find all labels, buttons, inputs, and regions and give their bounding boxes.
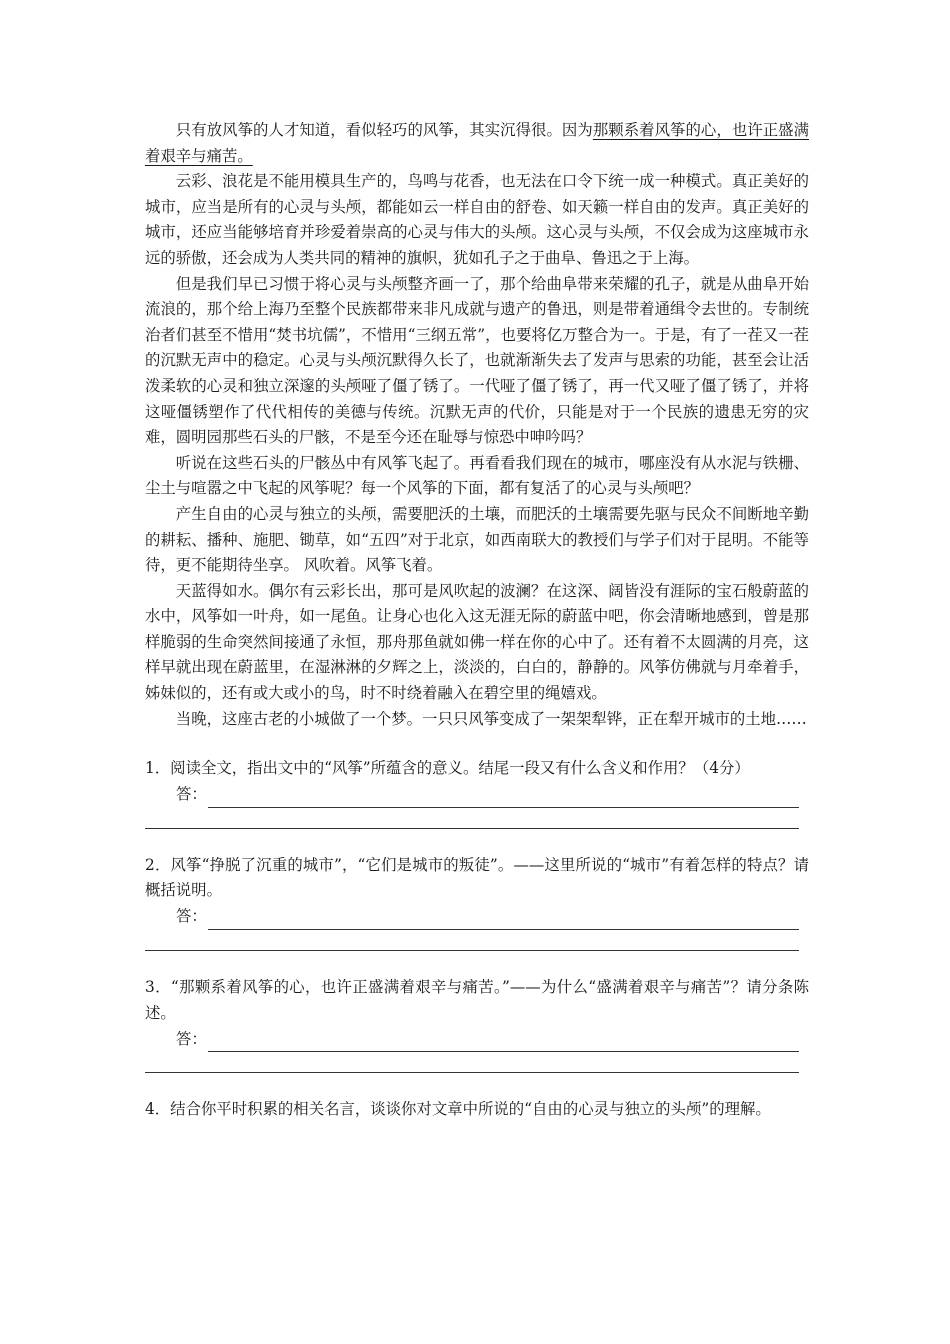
passage-paragraph-6: 天蓝得如水。偶尔有云彩长出，那可是风吹起的波澜？在这深、阔皆没有涯际的宝石般蔚蓝的水中，风筝如一叶舟，如一尾鱼。让身心也化入这无涯无际的蔚蓝中吧，你会清晰地感到，曾是那样脆弱的生命突然间接通了永恒，那舟那鱼就如佛一样在你的心中了。还有着不太圆满的月亮，这样早就出现在蔚蓝里，在湿淋淋的夕辉之上，淡淡的，白白的，静静的。风筝仿佛就与月牵着手，姊妹似的，还有或大或小的鸟，时不时绕着融入在碧空里的绳嬉戏。 xyxy=(145,581,809,703)
passage-paragraph-5: 产生自由的心灵与独立的头颅，需要肥沃的土壤，而肥沃的土壤需要先驱与民众不间断地辛勤的耕耘、播种、施肥、锄草，如“五四”对于北京，如西南联大的教授们与学子们对于昆明。不能等待，更不能期待坐享。 风吹着。风筝飞着。 xyxy=(145,504,809,575)
answer-label: 答： xyxy=(176,907,207,926)
question-3 xyxy=(145,975,809,1073)
answer-row xyxy=(145,1026,809,1052)
question-4 xyxy=(145,1097,809,1123)
passage-paragraph-4: 听说在这些石头的尸骸丛中有风筝飞起了。再看看我们现在的城市，哪座没有从水泥与铁栅、尘土与喧嚣之中飞起的风筝呢？每一个风筝的下面，都有复活了的心灵与头颅吧？ xyxy=(145,453,809,498)
question-text: 1．阅读全文，指出文中的“风筝”所蕴含的意义。结尾一段又有什么含义和作用？（4分） xyxy=(145,759,750,778)
passage-paragraph-7: 当晚，这座古老的小城做了一个梦。一只只风筝变成了一架架犁铧，正在犁开城市的土地…… xyxy=(175,709,807,728)
answer-line[interactable] xyxy=(208,1031,799,1052)
answer-row xyxy=(145,904,809,930)
exam-page xyxy=(145,118,809,1123)
question-text: 4．结合你平时积累的相关名言，谈谈你对文章中所说的“自由的心灵与独立的头颅”的理解。 xyxy=(145,1100,771,1119)
answer-line[interactable] xyxy=(145,808,799,829)
passage-paragraph-3: 但是我们早已习惯于将心灵与头颅整齐画一了，那个给曲阜带来荣耀的孔子，就是从曲阜开始流浪的，那个给上海乃至整个民族都带来非凡成就与遗产的鲁迅，则是带着通缉令去世的。专制统治者们甚至不惜用“焚书坑儒”，不惜用“三纲五常”，也要将亿万整合为一。于是，有了一茬又一茬的沉默无声中的稳定。心灵与头颅沉默得久长了，也就渐渐失去了发声与思索的功能，甚至会让活泼柔软的心灵和独立深邃的头颅哑了僵了锈了。一代哑了僵了锈了，再一代又哑了僵了锈了，并将这哑僵锈塑作了代代相传的美德与传统。沉默无声的代价，只能是对于一个民族的遗患无穷的灾难，圆明园那些石头的尸骸，不是至今还在耻辱与惊恐中呻吟吗？ xyxy=(145,274,809,447)
answer-line[interactable] xyxy=(145,930,799,951)
answer-label: 答： xyxy=(176,1029,207,1048)
passage-paragraph-1 xyxy=(145,118,809,169)
question-2 xyxy=(145,853,809,951)
answer-row xyxy=(145,782,809,808)
underlined-sentence: 那颗系着风筝的心，也许正盛满着艰辛与痛苦。 xyxy=(145,121,809,165)
answer-label: 答： xyxy=(176,785,207,804)
paragraph-text: 只有放风筝的人才知道，看似轻巧的风筝，其实沉得很。因为 xyxy=(175,121,593,139)
reading-passage xyxy=(145,118,809,732)
passage-paragraph-2: 云彩、浪花是不能用模具生产的，鸟鸣与花香，也无法在口令下统一成一种模式。真正美好的城市，应当是所有的心灵与头颅，都能如云一样自由的舒卷、如天籁一样自由的发声。真正美好的城市，还应当能够培育并珍爱着崇高的心灵与伟大的头颅。这心灵与头颅，不仅会成为这座城市永远的骄傲，还会成为人类共同的精神的旗帜，犹如孔子之于曲阜、鲁迅之于上海。 xyxy=(145,172,809,267)
question-1 xyxy=(145,756,809,829)
answer-line[interactable] xyxy=(145,1052,799,1073)
answer-line[interactable] xyxy=(208,787,799,808)
answer-line[interactable] xyxy=(208,909,799,930)
question-text: 3．“那颗系着风筝的心，也许正盛满着艰辛与痛苦。”——为什么“盛满着艰辛与痛苦”？请分条陈述。 xyxy=(145,978,809,1022)
question-text: 2．风筝“挣脱了沉重的城市”，“它们是城市的叛徒”。——这里所说的“城市”有着怎样的特点？请概括说明。 xyxy=(145,855,809,900)
